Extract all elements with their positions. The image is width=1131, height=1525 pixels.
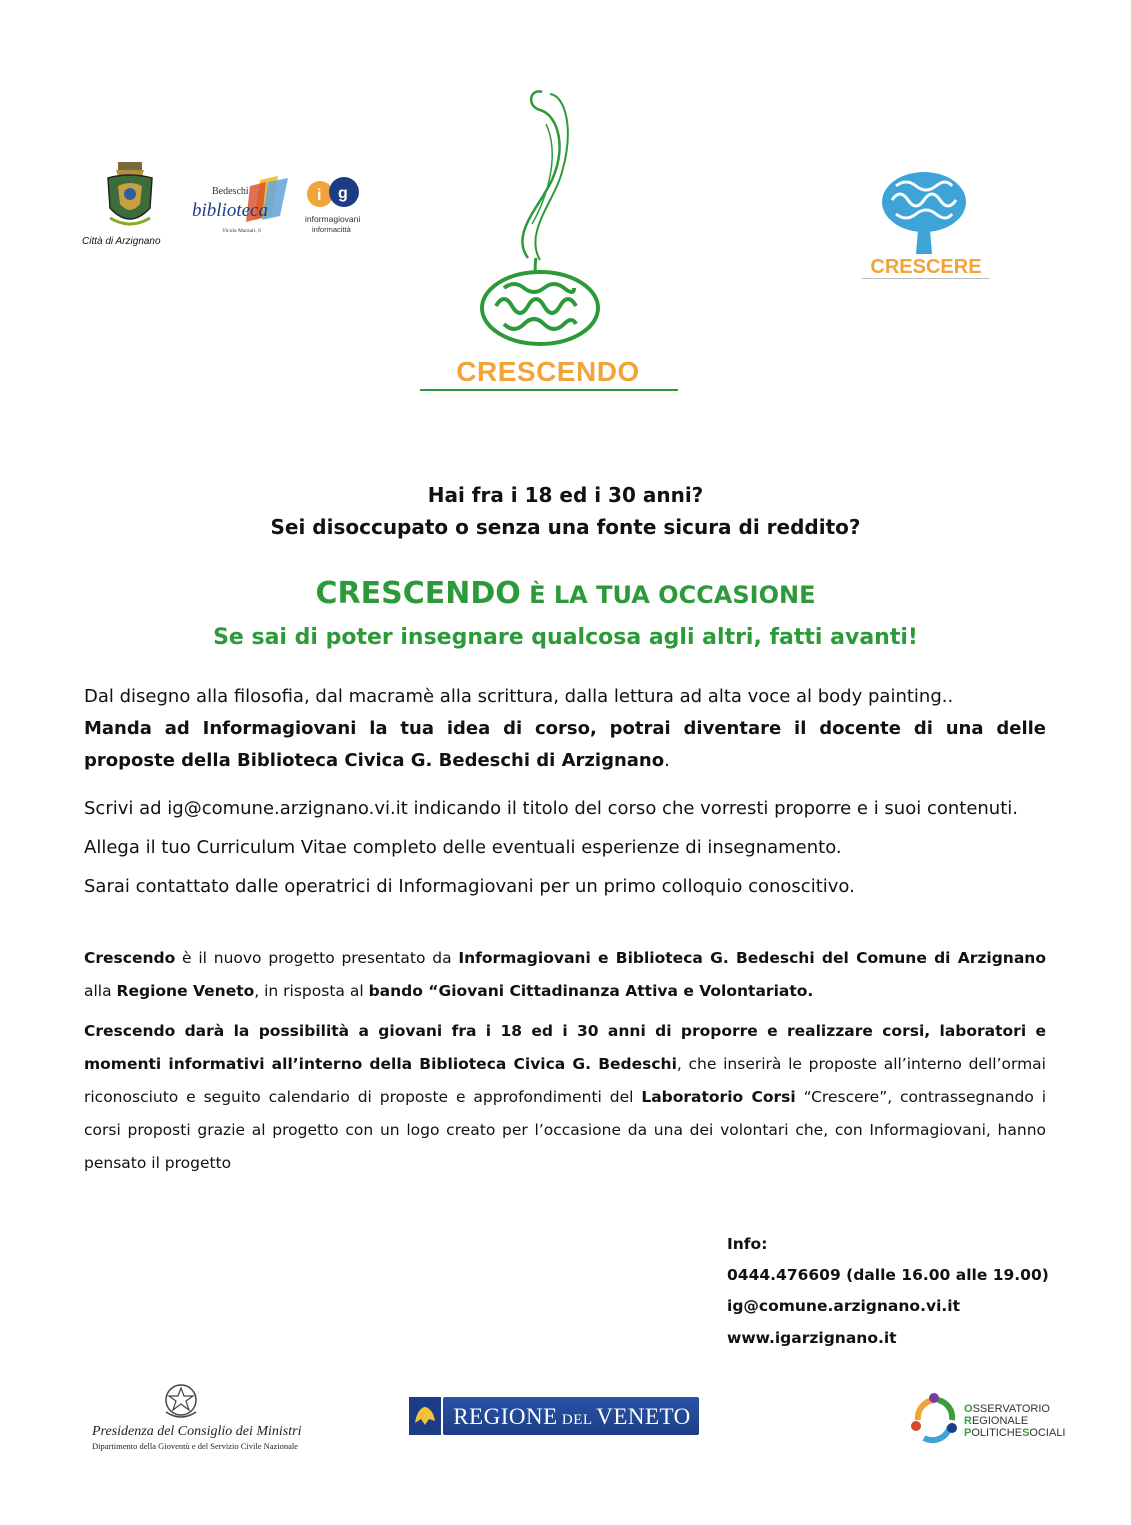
- project-paragraph-1: [84, 942, 1046, 1008]
- city-coat-of-arms-icon: [100, 160, 160, 232]
- project-s1-segment: Crescendo: [84, 949, 176, 967]
- osservatorio-line-3: POLITICHESOCIALI: [964, 1427, 1066, 1439]
- project-s1-segment: Informagiovani e Biblioteca G. Bedeschi del Comune di Arzignano: [458, 949, 1046, 967]
- osservatorio-logo-icon: [904, 1390, 964, 1448]
- biblioteca-address: Vicolo Marzari, 6: [222, 228, 261, 234]
- body-paragraph-2-end: .: [664, 750, 670, 771]
- info-label: Info:: [727, 1235, 768, 1253]
- biblioteca-word-main: biblioteca: [192, 200, 268, 221]
- biblioteca-logo: [190, 172, 300, 236]
- crescendo-divider: [420, 389, 678, 391]
- informagiovani-line1: informagiovani: [305, 214, 361, 224]
- svg-text:i: i: [317, 187, 322, 204]
- project-s2-segment: Crescendo darà la possibilità a giovani fra i 18 ed i 30 anni di proporre e realizzare corsi, laboratori e momenti informativi all’interno della Biblioteca Civica G. Bedeschi: [84, 1022, 1046, 1073]
- project-s1-segment: bando “Giovani Cittadinanza Attiva e Volontariato.: [368, 982, 814, 1000]
- dipartimento-caption: Dipartimento della Gioventù e del Servizio Civile Nazionale: [92, 1441, 299, 1451]
- svg-text:g: g: [338, 185, 348, 202]
- project-s2-segment: “Crescere”, contrassegnando i corsi proposti grazie al progetto con un logo creato per l’occasione da una dei volontari che, con Informagiovani, hanno pensato il progetto: [84, 1088, 1047, 1172]
- title-crescendo: CRESCENDO: [315, 576, 521, 611]
- biblioteca-word-small: Bedeschi: [212, 186, 249, 197]
- body-paragraph-1: Dal disegno alla filosofia, dal macramè alla scrittura, dalla lettura ad alta voce al body painting..: [84, 686, 954, 707]
- subtitle: Se sai di poter insegnare qualcosa agli altri, fatti avanti!: [213, 625, 918, 650]
- regione-veneto: VENETO: [596, 1404, 691, 1429]
- project-s1-segment: è il nuovo progetto presentato da: [175, 949, 459, 967]
- project-s2-segment: , che inserirà le proposte all’interno dell’ormai riconosciuto e seguito calendario di proposte e approfondimenti del: [84, 1055, 1046, 1106]
- main-title: [0, 576, 1131, 611]
- informagiovani-logo: [304, 174, 370, 236]
- body-paragraph-2: [84, 713, 1046, 777]
- regione-veneto-text: [450, 1404, 694, 1430]
- info-email: ig@comune.arzignano.vi.it: [727, 1297, 960, 1315]
- italian-republic-emblem-icon: [160, 1382, 202, 1422]
- crescere-tree-brain-icon: [874, 170, 974, 260]
- project-s2-segment: Laboratorio Corsi: [641, 1088, 796, 1106]
- project-s1-segment: Regione Veneto: [116, 982, 255, 1000]
- osservatorio-text: [964, 1403, 1066, 1439]
- informagiovani-line2: informacittà: [312, 225, 351, 234]
- osservatorio-line-2: REGIONALE: [964, 1415, 1029, 1427]
- info-phone: 0444.476609 (dalle 16.00 alle 19.00): [727, 1266, 1049, 1284]
- question-age: Hai fra i 18 ed i 30 anni?: [427, 483, 704, 507]
- crescendo-brain-sprout-icon: [470, 84, 610, 354]
- project-s1-segment: , in risposta al: [254, 982, 369, 1000]
- project-s1-segment: alla: [84, 982, 117, 1000]
- body-paragraph-4: Allega il tuo Curriculum Vitae completo delle eventuali esperienze di insegnamento.: [84, 837, 842, 858]
- crescere-logo-text: CRESCERE: [870, 256, 982, 278]
- body-paragraph-3: Scrivi ad ig@comune.arzignano.vi.it indicando il titolo del corso che vorresti proporre e i suoi contenuti.: [84, 798, 1018, 819]
- crescere-divider: [862, 278, 990, 279]
- regione-del: DEL: [557, 1412, 597, 1428]
- project-paragraph-2: [84, 1015, 1046, 1180]
- veneto-lion-icon: [409, 1397, 441, 1435]
- city-caption: Città di Arzignano: [82, 236, 161, 247]
- title-occasione: È LA TUA OCCASIONE: [520, 581, 816, 609]
- info-website: www.igarzignano.it: [727, 1329, 897, 1347]
- osservatorio-line-1: OSSERVATORIO: [964, 1403, 1050, 1415]
- body-paragraph-2-bold: Manda ad Informagiovani la tua idea di corso, potrai diventare il docente di una delle proposte della Biblioteca Civica G. Bedeschi di Arzignano: [84, 718, 1046, 771]
- regione-word: REGIONE: [453, 1404, 558, 1429]
- question-income: Sei disoccupato o senza una fonte sicura di reddito?: [270, 515, 861, 539]
- presidenza-caption: Presidenza del Consiglio dei Ministri: [92, 1424, 302, 1439]
- crescendo-logo-text: CRESCENDO: [456, 356, 640, 387]
- body-paragraph-5: Sarai contattato dalle operatrici di Informagiovani per un primo colloquio conoscitivo.: [84, 876, 855, 897]
